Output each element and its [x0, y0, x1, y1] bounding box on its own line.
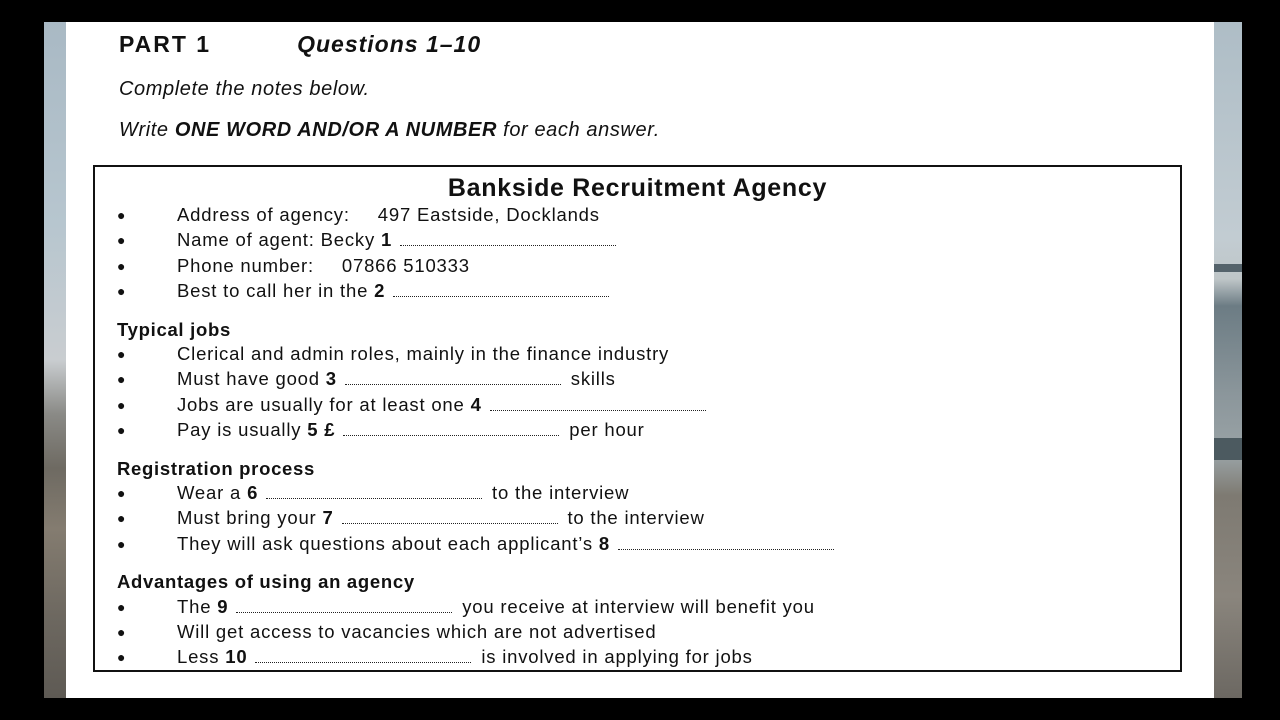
note-value: 497 Eastside, Docklands: [377, 204, 600, 225]
instruction-text: Write: [119, 119, 175, 141]
section-heading: Registration process: [117, 457, 316, 479]
questions-label: Questions 1–10: [297, 31, 482, 57]
note-text-prefix: Address of agency:: [177, 204, 350, 225]
notes-box: [93, 165, 1182, 672]
bullet-icon: ●: [117, 396, 127, 413]
question-number: 3: [325, 368, 337, 390]
answer-blank: [342, 509, 558, 524]
instruction-complete-notes: Complete the notes below.: [119, 78, 370, 100]
backdrop-right: [1214, 22, 1242, 698]
instruction-word-limit: [119, 119, 660, 142]
answer-blank: [343, 421, 559, 436]
note-text-prefix: Best to call her in the: [177, 280, 369, 302]
note-text-prefix: Phone number:: [177, 254, 314, 276]
note-text-prefix: Less: [177, 646, 220, 668]
note-text-prefix: Will get access to vacancies which are not advertised: [177, 621, 657, 642]
note-text-prefix: Wear a: [177, 482, 242, 503]
answer-blank: [236, 598, 452, 613]
note-text: [177, 595, 815, 619]
bullet-icon: ●: [117, 283, 127, 300]
section-heading: Advantages of using an agency: [117, 571, 415, 593]
bullet-icon: ●: [117, 510, 127, 527]
note-text: [177, 367, 616, 391]
note-text-suffix: is involved in applying for jobs: [475, 646, 753, 668]
backdrop-left: [44, 22, 66, 698]
note-text: [177, 620, 656, 644]
note-text: [177, 203, 600, 227]
note-text: [177, 481, 629, 505]
question-number: 8: [598, 532, 610, 554]
bullet-icon: ●: [117, 598, 127, 615]
note-text-prefix: Name of agent:: [177, 229, 315, 251]
backdrop-rail: [1214, 264, 1242, 272]
answer-blank: [393, 282, 609, 297]
note-text-prefix: Clerical and admin roles, mainly in the finance industry: [177, 343, 670, 364]
note-text-suffix: you receive at interview will benefit you: [456, 595, 815, 617]
question-number: 2: [374, 280, 386, 302]
answer-blank: [345, 370, 561, 385]
note-text-suffix: to the interview: [561, 507, 705, 529]
instruction-emphasis: ONE WORD AND/OR A NUMBER: [174, 119, 497, 141]
section-heading: Typical jobs: [117, 318, 231, 340]
note-value: 07866 510333: [341, 254, 470, 276]
note-text-suffix: per hour: [563, 419, 645, 441]
bullet-icon: ●: [117, 535, 127, 552]
bullet-icon: ●: [117, 346, 127, 362]
notes-title: Bankside Recruitment Agency: [447, 174, 828, 202]
answer-blank: [266, 484, 482, 499]
part-label: PART 1: [119, 31, 212, 57]
note-value: Becky: [320, 229, 376, 251]
bullet-icon: ●: [117, 422, 127, 439]
answer-blank: [618, 535, 834, 550]
note-text: [177, 342, 669, 366]
note-text-prefix: Pay is usually: [177, 419, 302, 441]
note-text: [177, 254, 470, 278]
note-text: [177, 532, 838, 556]
question-number: 9: [217, 595, 229, 617]
question-number: 6: [247, 482, 259, 503]
note-text: [177, 393, 710, 417]
bullet-icon: ●: [117, 485, 127, 501]
question-number: 5 £: [307, 419, 336, 441]
question-number: 1: [381, 229, 393, 251]
note-text-suffix: to the interview: [486, 482, 630, 503]
note-text: [177, 418, 645, 442]
question-number: 10: [225, 646, 248, 668]
answer-blank: [400, 231, 616, 246]
note-text: [177, 228, 620, 252]
note-text-prefix: They will ask questions about each applicant’s: [177, 532, 593, 554]
backdrop-rail-lower: [1214, 438, 1242, 460]
note-text-prefix: Must bring your: [177, 507, 317, 529]
note-text-suffix: skills: [564, 368, 616, 390]
bullet-icon: ●: [117, 207, 127, 223]
question-number: 7: [322, 507, 334, 529]
note-text-prefix: The: [177, 595, 212, 617]
answer-blank: [255, 648, 471, 663]
note-text-prefix: Jobs are usually for at least one: [177, 393, 465, 415]
note-text: [177, 645, 753, 669]
note-text: [177, 279, 613, 303]
bullet-icon: ●: [117, 371, 127, 388]
bullet-icon: ●: [117, 649, 127, 666]
bullet-icon: ●: [117, 624, 127, 640]
bullet-icon: ●: [117, 257, 127, 274]
note-text-prefix: Must have good: [177, 368, 320, 390]
instruction-text: for each answer.: [497, 119, 660, 141]
bullet-icon: ●: [117, 232, 127, 249]
answer-blank: [490, 396, 706, 411]
part-heading: [119, 31, 481, 58]
note-text: [177, 506, 705, 530]
question-number: 4: [470, 393, 482, 415]
